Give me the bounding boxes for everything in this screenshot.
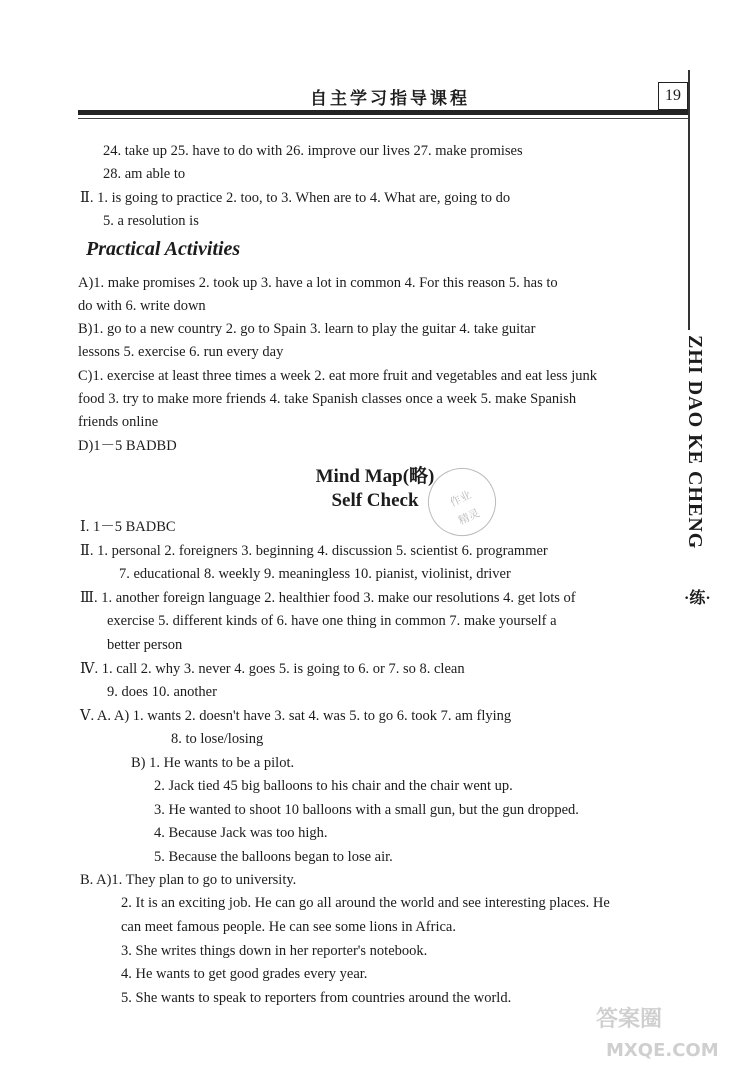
- answer-line: friends online: [78, 414, 159, 430]
- answer-line: 5. Because the balloons began to lose air.: [154, 849, 393, 865]
- answer-line: exercise 5. different kinds of 6. have one thing in common 7. make yourself a: [107, 613, 557, 629]
- page-number: 19: [658, 82, 688, 110]
- heading-mind-map: Mind Map(略): [315, 466, 435, 487]
- answer-line: food 3. try to make more friends 4. take Spanish classes once a week 5. make Spanish: [78, 391, 577, 407]
- answer-line: can meet famous people. He can see some lions in Africa.: [121, 919, 456, 935]
- answer-line: Ⅰ. 1－5 BADBC: [80, 519, 176, 535]
- answer-line: A)1. make promises 2. took up 3. have a lot in common 4. For this reason 5. has to: [78, 275, 558, 291]
- answer-line: 24. take up 25. have to do with 26. improve our lives 27. make promises: [103, 143, 523, 159]
- side-rule: [688, 70, 690, 330]
- answer-line: Ⅲ. 1. another foreign language 2. healthier food 3. make our resolutions 4. get lots of: [80, 590, 576, 606]
- stamp-seal: 作业 精灵: [417, 457, 507, 547]
- answer-line: B. A)1. They plan to go to university.: [80, 872, 297, 888]
- side-mark: ·练·: [684, 590, 711, 607]
- answer-line: 2. Jack tied 45 big balloons to his chair and the chair went up.: [154, 778, 513, 794]
- answer-line: lessons 5. exercise 6. run every day: [78, 344, 284, 360]
- answer-line: C)1. exercise at least three times a week 2. eat more fruit and vegetables and eat less junk: [78, 368, 597, 384]
- answer-line: 28. am able to: [103, 166, 186, 182]
- answer-line: 9. does 10. another: [107, 684, 217, 700]
- answer-line: Ⅴ. A. A) 1. wants 2. doesn't have 3. sat 4. was 5. to go 6. took 7. am flying: [80, 708, 512, 724]
- answer-line: B)1. go to a new country 2. go to Spain 3. learn to play the guitar 4. take guitar: [78, 321, 536, 337]
- answer-line: 8. to lose/losing: [171, 731, 264, 747]
- watermark-logo: 答案圈: [596, 1007, 663, 1032]
- answer-line: B) 1. He wants to be a pilot.: [131, 755, 295, 771]
- watermark-url: MXQE.COM: [606, 1040, 719, 1061]
- answer-line: 7. educational 8. weekly 9. meaningless 10. pianist, violinist, driver: [119, 566, 511, 582]
- header-title: 自主学习指导课程: [310, 89, 470, 108]
- answer-line: 2. It is an exciting job. He can go all around the world and see interesting places. He: [121, 895, 610, 911]
- answer-line: Ⅱ. 1. personal 2. foreigners 3. beginning 4. discussion 5. scientist 6. programmer: [80, 543, 548, 559]
- answer-line: Ⅳ. 1. call 2. why 3. never 4. goes 5. is going to 6. or 7. so 8. clean: [80, 661, 465, 677]
- answer-line: 4. He wants to get good grades every year.: [121, 966, 368, 982]
- header-rule-thin: [78, 118, 690, 119]
- answer-line: 4. Because Jack was too high.: [154, 825, 328, 841]
- answer-line: do with 6. write down: [78, 298, 206, 314]
- answer-line: better person: [107, 637, 183, 653]
- answer-line: 3. He wanted to shoot 10 balloons with a small gun, but the gun dropped.: [154, 802, 579, 818]
- answer-line: D)1－5 BADBD: [78, 438, 177, 454]
- heading-self-check: Self Check: [331, 490, 419, 511]
- side-vertical-title: ZHI DAO KE CHENG: [684, 335, 706, 550]
- answer-line: 5. She wants to speak to reporters from countries around the world.: [121, 990, 512, 1006]
- answer-line: 3. She writes things down in her reporter's notebook.: [121, 943, 428, 959]
- answer-line: Ⅱ. 1. is going to practice 2. too, to 3. When are to 4. What are, going to do: [80, 190, 511, 206]
- answer-line: 5. a resolution is: [103, 213, 199, 229]
- header-rule: [78, 110, 690, 115]
- heading-practical-activities: Practical Activities: [86, 238, 241, 260]
